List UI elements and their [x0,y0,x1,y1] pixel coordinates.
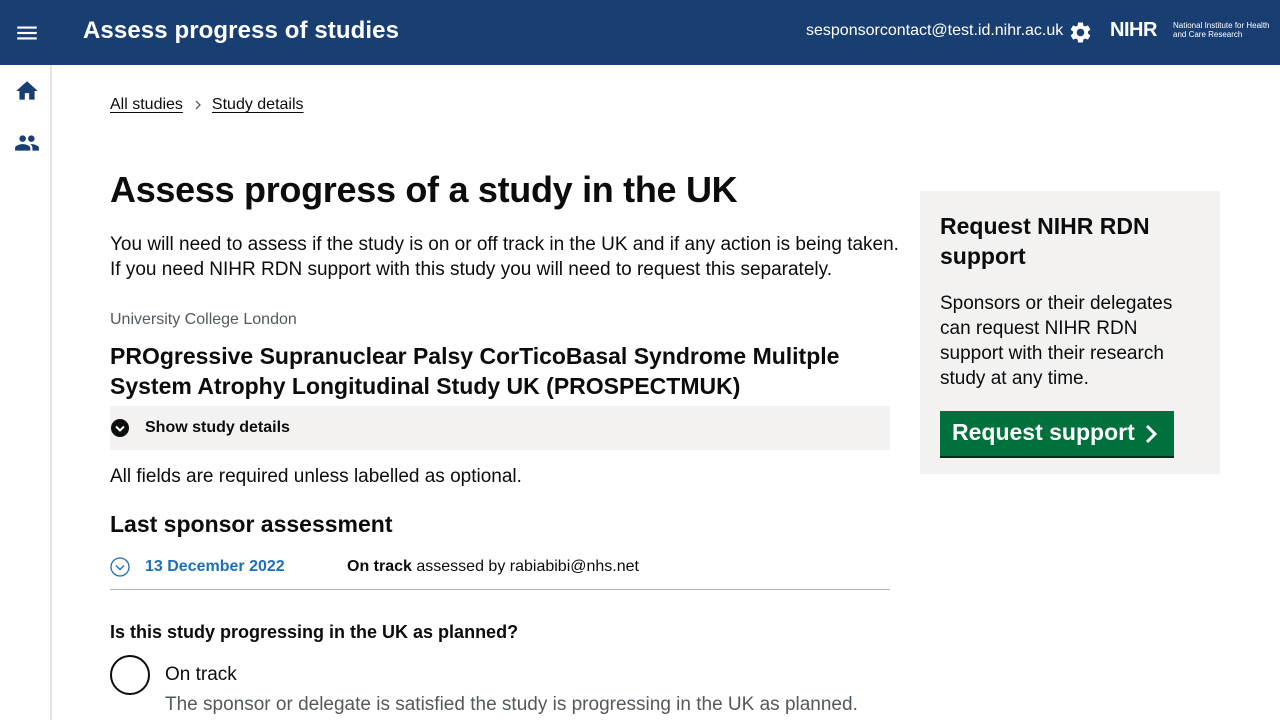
show-study-details-toggle[interactable] [110,406,890,450]
required-fields-note: All fields are required unless labelled as optional. [110,466,522,487]
breadcrumb [110,96,304,114]
chevron-right-icon [1144,423,1160,445]
request-support-label: Request support [952,419,1135,445]
on-track-label[interactable]: On track [165,664,237,685]
last-assessment-date[interactable]: 13 December 2022 [145,558,285,575]
support-panel [920,191,1220,474]
app-header [0,0,1280,65]
last-assessment-heading: Last sponsor assessment [110,511,393,537]
logo-subtext: National Institute for Health and Care Research [1173,21,1270,39]
last-assessment-status [347,558,639,576]
logo-text: NIHR [1110,19,1157,41]
nihr-logo [1110,19,1270,43]
sidebar [0,65,52,720]
chevron-right-icon [193,100,203,110]
intro-text: You will need to assess if the study is on or off track in the UK and if any action is being taken. If you need NIHR RDN support with this study you will need to request this separately. [110,234,899,280]
support-panel-title: Request NIHR RDN support [940,213,1150,269]
breadcrumb-all-studies[interactable]: All studies [110,96,183,113]
home-icon[interactable] [14,78,40,104]
progress-question: Is this study progressing in the UK as planned? [110,622,519,642]
study-title: PROgressive Supranuclear Palsy CorTicoBasal Syndrome Mulitple System Atrophy Longitudinal Study UK (PROSPECTMUK) [110,343,840,399]
menu-icon[interactable] [14,20,40,46]
organisation-name: University College London [110,311,297,328]
request-support-button[interactable] [940,411,1174,456]
people-icon[interactable] [14,130,40,156]
breadcrumb-study-details[interactable]: Study details [211,96,304,113]
chevron-down-circle-outline-icon[interactable] [110,557,130,577]
app-title: Assess progress of studies [83,17,400,44]
page-title: Assess progress of a study in the UK [110,169,738,210]
support-panel-text: Sponsors or their delegates can request NIHR RDN support with their research study at any time. [940,293,1173,389]
on-track-hint: The sponsor or delegate is satisfied the study is progressing in the UK as planned. [165,694,858,715]
gear-icon[interactable] [1068,20,1093,45]
assessment-assessed-by: assessed by rabiabibi@nhs.net [416,558,639,575]
on-track-radio[interactable] [110,655,150,695]
chevron-down-circle-icon [110,418,130,438]
show-study-details-label: Show study details [145,419,290,436]
last-assessment-row [110,556,890,590]
user-email: sesponsorcontact@test.id.nihr.ac.uk [806,22,1064,39]
assessment-status-value: On track [347,558,412,575]
